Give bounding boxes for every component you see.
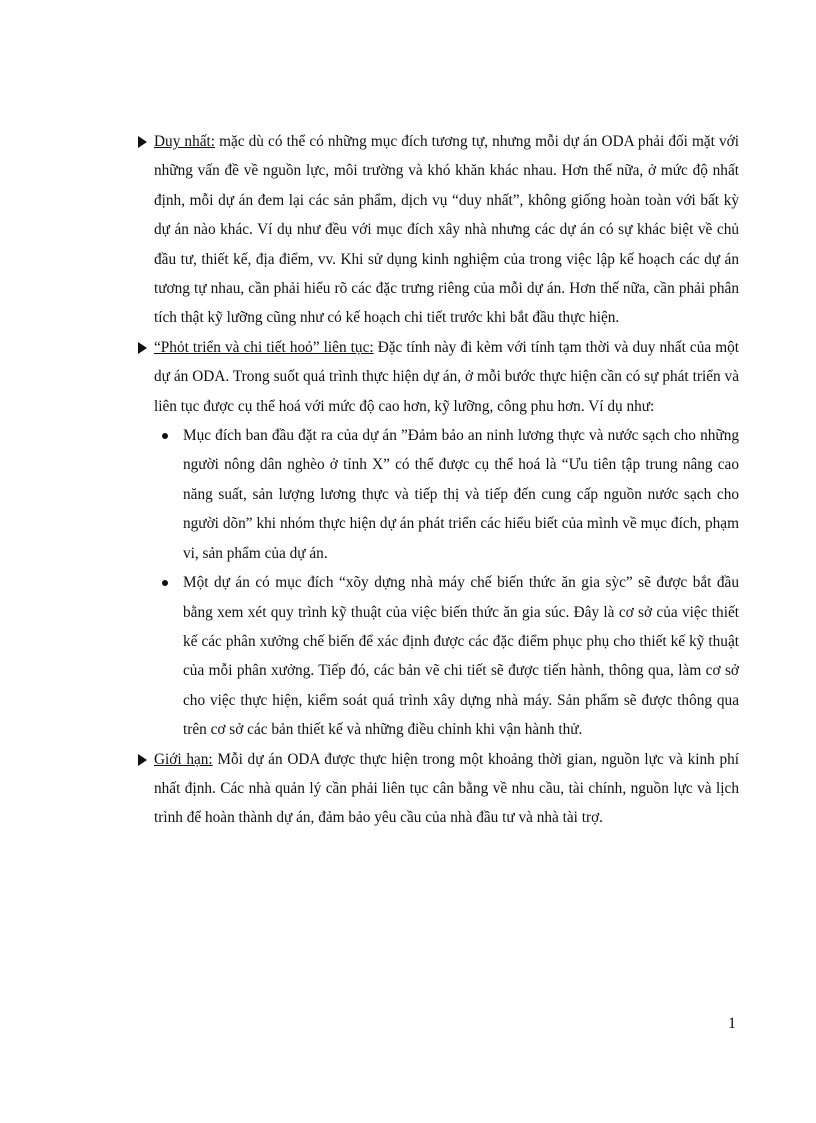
sub-item-text: Một dự án có mục đích “xõy dựng nhà máy chế biến thức ăn gia sỳc” sẽ được bắt đầu bằng xem xét quy trình kỹ thuật của việc biến thức ăn gia súc. Đây là cơ sở của việc thiết kế các phân xưởng chế biến để xác định được các đặc điểm phục phụ cho thiết kế kỹ thuật của mỗi phân xưởng. Tiếp đó, các bản vẽ chi tiết sẽ được tiến hành, thông qua, làm cơ sở cho việc thực hiện, kiểm soát quá trình xây dựng nhà máy. Sản phẩm sẽ được thông qua trên cơ sở các bản thiết kế và những điều chỉnh khi vận hành thử. [183,574,739,739]
dot-bullet-icon [162,580,168,586]
arrow-bullet-icon [138,754,147,766]
page-number: 1 [728,1015,736,1032]
sub-item-text: Mục đích ban đầu đặt ra của dự án ”Đảm bảo an ninh lương thực và nước sạch cho những người nông dân nghèo ở tỉnh X” có thể được cụ thể hoá là “Ưu tiên tập trung nâng cao năng suất, sản lượng lương thực và tiếp thị và tiếp đến cung cấp nguồn nước sạch cho người dõn” khi nhóm thực hiện dự án phát triển các hiểu biết của mình về mục đích, phạm vi, sản phẩm của dự án. [183,427,739,562]
sub-list-item [137,568,739,744]
arrow-bullet-icon [138,136,147,148]
item-heading: Duy nhất: [154,133,216,150]
item-heading: Giới hạn: [154,750,213,768]
dot-bullet-icon [162,433,168,439]
arrow-bullet-icon [138,342,147,354]
sub-list-item [137,421,739,568]
item-text: Mỗi dự án ODA được thực hiện trong một khoảng thời gian, nguồn lực và kinh phí nhất định. Các nhà quản lý cần phải liên tục cân bằng về nhu cầu, tài chính, nguồn lực và lịch trình để hoàn thành dự án, đảm bảo yêu cầu của nhà đầu tư và nhà tài trợ. [154,750,740,827]
list-item-limits [137,745,739,833]
list-item-unique [137,127,739,333]
document-body [137,127,739,833]
item-text: mặc dù có thể có những mục đích tương tự, nhưng mỗi dự án ODA phải đối mặt với những vấn đề về nguồn lực, môi trường và khó khăn khác nhau. Hơn thế nữa, ở mức độ nhất định, mỗi dự án đem lại các sản phẩm, dịch vụ “duy nhất”, không giống hoàn toàn với bất kỳ dự án nào khác. Ví dụ như đều với mục đích xây nhà nhưng các dự án có sự khác biệt về chủ đầu tư, thiết kế, địa điểm, vv. Khi sử dụng kinh nghiệm của trong việc lập kế hoạch các dự án tương tự nhau, cần phải hiểu rõ các đặc trưng riêng của mỗi dự án. Hơn thế nữa, cần phải phân tích thật kỹ lưỡng cũng như có kế hoạch chi tiết trước khi bắt đầu thực hiện. [154,133,739,327]
item-text: Đặc tính này đi kèm với tính tạm thời và duy nhất của một dự án ODA. Trong suốt quá trình thực hiện dự án, ở mỗi bước thực hiện cần có sự phát triển và liên tục được cụ thể hoá với mức độ cao hơn, kỹ lưỡng, công phu hơn. Ví dụ như: [154,338,739,415]
list-item-progressive [137,333,739,421]
item-heading: “Phỏt triển và chi tiết hoỏ” liên tục: [154,338,374,356]
